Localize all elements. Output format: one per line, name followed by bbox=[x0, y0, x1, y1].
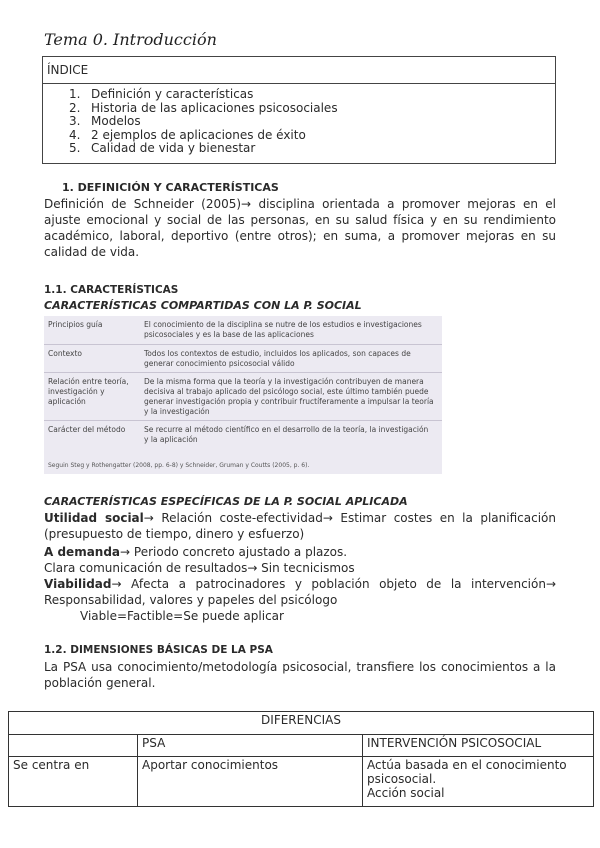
clara-line: Clara comunicación de resultados→ Sin tecnicismos bbox=[44, 561, 355, 575]
utilidad-paragraph: Utilidad social→ Relación coste-efectividad→ Estimar costes en la planificación (presupuesto de tiempo, dinero y esfuerzo) bbox=[44, 511, 556, 541]
demanda-line: A demanda→ Periodo concreto ajustado a plazos. bbox=[44, 545, 348, 559]
dimensions-paragraph: La PSA usa conocimiento/metodología psicosocial, transfiere los conocimientos a la población general. bbox=[44, 660, 556, 690]
dimensions-heading: 1.2. DIMENSIONES BÁSICAS DE LA PSA bbox=[44, 644, 273, 656]
viable-line: Viable=Factible=Se puede aplicar bbox=[80, 609, 284, 623]
specific-characteristics-heading: CARACTERÍSTICAS ESPECÍFICAS DE LA P. SOCIAL APLICADA bbox=[44, 495, 408, 508]
shared-characteristics-heading: CARACTERÍSTICAS COMPARTIDAS CON LA P. SOCIAL bbox=[44, 299, 362, 312]
subsection-heading: 1.1. CARACTERÍSTICAS bbox=[44, 284, 179, 296]
index-box bbox=[42, 56, 556, 164]
section-heading: 1. DEFINICIÓN Y CARACTERÍSTICAS bbox=[62, 181, 279, 194]
viabilidad-paragraph: Viabilidad→ Afecta a patrocinadores y población objeto de la intervención→ Responsabilidad, valores y papeles del psicólogo bbox=[44, 577, 556, 607]
differences-title: DIFERENCIAS bbox=[9, 712, 594, 735]
table-row: Se centra en Aportar conocimientos Actúa basada en el conocimiento psicosocial. Acción social bbox=[9, 757, 594, 807]
definition-paragraph: Definición de Schneider (2005)→ disciplina orientada a promover mejoras en el ajuste emocional y social de las personas, en su salud física y en su rendimiento académico, laboral, deportivo (entre otros); en suma, a promover mejoras en su calidad de vida. bbox=[44, 197, 556, 259]
index-list bbox=[43, 88, 555, 156]
table-source: Seguin Steg y Rothengatter (2008, pp. 6-8) y Schneider, Gruman y Coutts (2005, p. 6). bbox=[48, 462, 310, 469]
differences-table bbox=[8, 711, 594, 807]
list-item: 4. 2 ejemplos de aplicaciones de éxito bbox=[69, 127, 306, 142]
table-row: Contexto Todos los contextos de estudio, incluidos los aplicados, son capaces de generar conocimiento psicosocial válido bbox=[44, 344, 442, 345]
list-item: 3. Modelos bbox=[69, 114, 141, 128]
list-item: 5. Calidad de vida y bienestar bbox=[69, 141, 256, 155]
shared-characteristics-table: Principios guía El conocimiento de la disciplina se nutre de los estudios e investigaciones psicosociales y es la base de las aplicaciones Contexto Todos los contextos de estudio, incluidos los aplicados, son capaces de generar conocimiento psicosocial válido Relación entre teoría, investigación y aplicación De la misma forma que la teoría y la investigación contribuyen de manera decisiva al trabajo aplicado del psicólogo social, este último también puede generar investigación propia y contribuir fructíferamente a impulsar la teoría y la investigación Carácter del método Se recurre al método científico en el desarrollo de la teoría, la investigación y la aplicación Seguin Steg y Rothengatter (2008, pp. 6-8) y Schneider, Gruman y Coutts (2005, p. 6). bbox=[44, 316, 442, 474]
table-row: PSA INTERVENCIÓN PSICOSOCIAL bbox=[9, 735, 594, 757]
index-heading: ÍNDICE bbox=[43, 57, 555, 84]
page-title: Tema 0. Introducción bbox=[44, 30, 217, 49]
list-item: 1. Definición y características bbox=[69, 87, 254, 101]
table-row: Relación entre teoría, investigación y aplicación De la misma forma que la teoría y la investigación contribuyen de manera decisiva al trabajo aplicado del psicólogo social, este último también puede generar investigación propia y contribuir fructíferamente a impulsar la teoría y la investigación bbox=[44, 372, 442, 373]
table-row: Carácter del método Se recurre al método científico en el desarrollo de la teoría, la investigación y la aplicación bbox=[44, 420, 442, 421]
list-item: 2. Historia de las aplicaciones psicosociales bbox=[69, 100, 338, 115]
